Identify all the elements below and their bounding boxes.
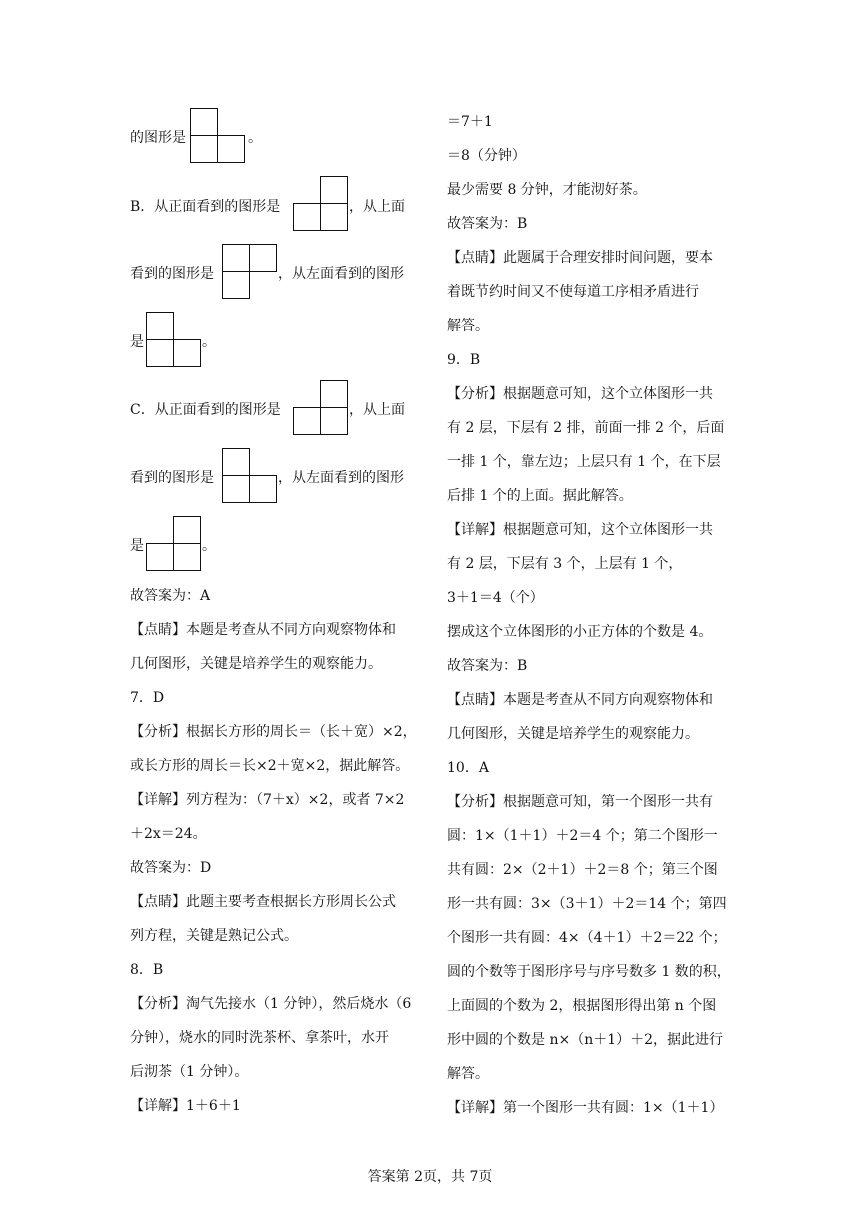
option-c-front: C．从正面看到的图形是 xyxy=(130,402,281,418)
page-footer: 答案第 2页，共 7页 xyxy=(367,1169,493,1185)
text-line: 有 2 层，下层有 3 个，上层有 1 个， xyxy=(447,556,683,572)
text-line: ，从上面 xyxy=(349,199,405,215)
text-line: ，从上面 xyxy=(349,402,405,418)
text-line: 【分析】淘气先接水（1 分钟），然后烧水（6 xyxy=(130,996,412,1012)
text-line: 看到的图形是 xyxy=(130,266,214,282)
text-line: ，从左面看到的图形 xyxy=(278,470,404,486)
text-line: 或长方形的周长＝长×2＋宽×2，据此解答。 xyxy=(130,758,410,774)
option-b-front: B．从正面看到的图形是 xyxy=(130,199,281,215)
text-line: 。 xyxy=(202,334,216,350)
text-line: ＝7＋1 xyxy=(447,114,493,130)
text-line: 【详解】第一个图形一共有圆：1×（1＋1） xyxy=(447,1100,724,1116)
text-line: 【详解】列方程为：（7＋x）×2，或者 7×2 xyxy=(130,792,405,808)
text-line: 【点睛】本题是考查从不同方向观察物体和 xyxy=(130,622,396,638)
text-line: 【点睛】此题主要考查根据长方形周长公式 xyxy=(130,894,396,910)
text-line: 圆的个数等于图形序号与序号数多 1 数的积， xyxy=(447,964,731,980)
text-line: 的图形是 xyxy=(130,130,186,146)
text-line: 分钟），烧水的同时洗茶杯、拿茶叶，水开 xyxy=(130,1030,389,1046)
text-line: 摆成这个立体图形的小正方体的个数是 4。 xyxy=(447,624,713,640)
text-line: 上面圆的个数为 2，根据图形得出第 n 个图 xyxy=(447,998,717,1014)
text-line: 【分析】根据长方形的周长＝（长＋宽）×2， xyxy=(130,724,417,740)
text-line: ，从左面看到的图形 xyxy=(278,266,404,282)
text-line: 最少需要 8 分钟，才能沏好茶。 xyxy=(447,182,647,198)
text-line: ＋2x＝24。 xyxy=(130,826,207,842)
text-line: 。 xyxy=(202,538,216,554)
text-line: 【分析】根据题意可知，第一个图形一共有 xyxy=(447,794,713,810)
text-line: 是 xyxy=(130,334,144,350)
text-line: 形一共有圆：3×（3＋1）＋2＝14 个；第四 xyxy=(447,896,727,912)
text-line: 几何图形，关键是培养学生的观察能力。 xyxy=(447,726,699,742)
text-line: 。 xyxy=(248,130,262,146)
text-line: 【点睛】本题是考查从不同方向观察物体和 xyxy=(447,692,713,708)
text-line: 个图形一共有圆：4×（4＋1）＋2＝22 个； xyxy=(447,930,727,946)
text-line: 有 2 层，下层有 2 排，前面一排 2 个，后面 xyxy=(447,420,725,436)
question-10-heading: 10．A xyxy=(447,760,489,776)
question-9-heading: 9．B xyxy=(447,352,481,368)
text-line: 共有圆：2×（2＋1）＋2＝8 个；第三个图 xyxy=(447,862,718,878)
text-line: 圆：1×（1＋1）＋2＝4 个；第二个图形一 xyxy=(447,828,718,844)
text-line: 解答。 xyxy=(447,1066,489,1082)
text-line: 着既节约时间又不使每道工序相矛盾进行 xyxy=(447,284,699,300)
question-7-heading: 7．D xyxy=(130,690,165,706)
text-line: 看到的图形是 xyxy=(130,470,214,486)
text-line: 一排 1 个，靠左边；上层只有 1 个，在下层 xyxy=(447,454,721,470)
text-line: 【点睛】此题属于合理安排时间问题，要本 xyxy=(447,250,713,266)
answer-6: 故答案为：A xyxy=(130,588,211,604)
text-line: 形中圆的个数是 n×（n＋1）＋2，据此进行 xyxy=(447,1032,724,1048)
answer-9: 故答案为：B xyxy=(447,658,528,674)
text-line: 后排 1 个的上面。据此解答。 xyxy=(447,488,633,504)
text-line: 解答。 xyxy=(447,318,489,334)
text-line: 几何图形，关键是培养学生的观察能力。 xyxy=(130,656,382,672)
text-line: 后沏茶（1 分钟）。 xyxy=(130,1064,249,1080)
question-8-heading: 8．B xyxy=(130,962,164,978)
text-line: 3＋1＝4（个） xyxy=(447,590,544,606)
text-line: ＝8（分钟） xyxy=(447,148,526,164)
answer-7: 故答案为：D xyxy=(130,860,212,876)
answer-8: 故答案为：B xyxy=(447,216,528,232)
text-line: 是 xyxy=(130,538,144,554)
text-line: 【详解】根据题意可知，这个立体图形一共 xyxy=(447,522,713,538)
text-line: 列方程，关键是熟记公式。 xyxy=(130,928,298,944)
text-line: 【分析】根据题意可知，这个立体图形一共 xyxy=(447,386,713,402)
text-line: 【详解】1＋6＋1 xyxy=(130,1098,241,1114)
